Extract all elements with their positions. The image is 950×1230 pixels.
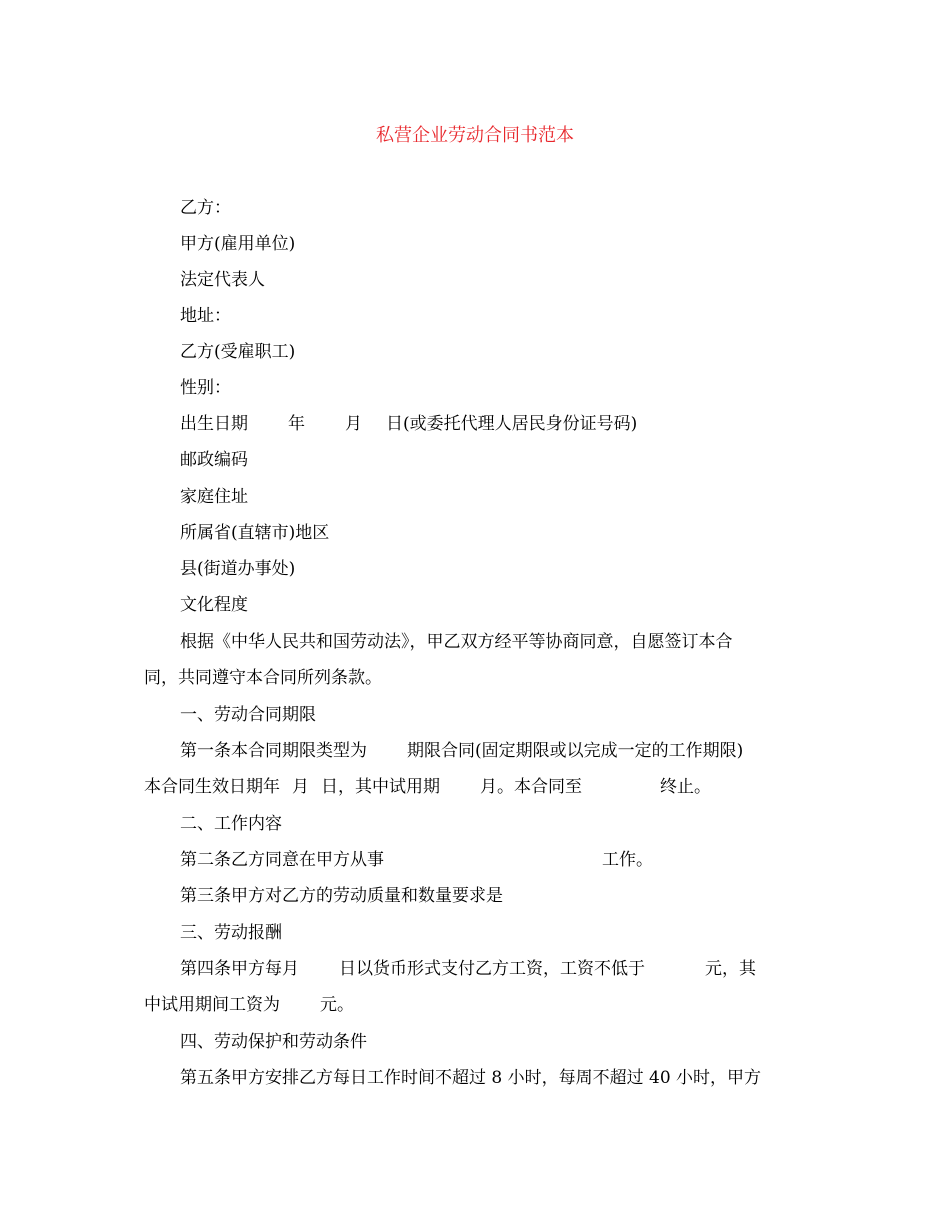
section-2-heading: 二、工作内容 (180, 814, 282, 834)
yuan-text: 元。 (320, 995, 354, 1015)
preamble-line-1: 根据《中华人民共和国劳动法》，甲乙双方经平等协商同意，自愿签订本合 (180, 632, 733, 652)
birth-date-line (180, 413, 637, 435)
probation-wage-text: 中试用期间工资为 (144, 995, 280, 1015)
article-1-line-1 (180, 740, 743, 762)
article-2-line (180, 849, 653, 871)
article-4-text-b: 日以货币形式支付乙方工资，工资不低于 (339, 959, 645, 979)
article-1-line-2 (144, 776, 711, 798)
county-label: 县(街道办事处) (180, 559, 296, 579)
article-2-text-a: 第二条乙方同意在甲方从事 (180, 850, 384, 870)
section-3-heading: 三、劳动报酬 (180, 923, 282, 943)
article-1-text-b: 期限合同(固定期限或以完成一定的工作期限) (407, 741, 744, 761)
party-b-label: 乙方： (180, 198, 231, 218)
party-a-employer: 甲方(雇用单位) (180, 234, 296, 254)
article-4-line-1 (180, 958, 756, 980)
postal-code-label: 邮政编码 (180, 450, 248, 470)
contract-until-text: 月。本合同至 (480, 777, 582, 797)
party-b-employee: 乙方(受雇职工) (180, 342, 296, 362)
article-1-text-a: 第一条本合同期限类型为 (180, 741, 367, 761)
section-4-heading: 四、劳动保护和劳动条件 (180, 1032, 367, 1052)
article-4-text-c: 元，其 (705, 959, 756, 979)
day-id-label: 日(或委托代理人居民身份证号码) (386, 414, 638, 434)
preamble-line-2: 同，共同遵守本合同所列条款。 (144, 668, 382, 688)
home-address-label: 家庭住址 (180, 487, 248, 507)
termination-text: 终止。 (660, 777, 711, 797)
section-1-heading: 一、劳动合同期限 (180, 705, 316, 725)
province-label: 所属省(直辖市)地区 (180, 523, 330, 543)
document-title: 私营企业劳动合同书范本 (376, 125, 574, 146)
gender-label: 性别： (180, 378, 231, 398)
effective-month-text: 月 (292, 777, 309, 797)
probation-text: 日，其中试用期 (321, 777, 440, 797)
article-2-text-b: 工作。 (602, 850, 653, 870)
effective-date-text: 本合同生效日期年 (144, 777, 280, 797)
article-3-line: 第三条甲方对乙方的劳动质量和数量要求是 (180, 886, 503, 906)
address-label: 地址： (180, 306, 231, 326)
article-4-text-a: 第四条甲方每月 (180, 959, 299, 979)
birth-date-label: 出生日期 (180, 414, 248, 434)
article-5-line: 第五条甲方安排乙方每日工作时间不超过 8 小时，每周不超过 40 小时，甲方 (180, 1068, 762, 1088)
article-4-line-2 (144, 994, 354, 1016)
legal-representative: 法定代表人 (180, 270, 265, 290)
education-label: 文化程度 (180, 595, 248, 615)
year-label: 年 (288, 414, 305, 434)
month-label: 月 (345, 414, 362, 434)
